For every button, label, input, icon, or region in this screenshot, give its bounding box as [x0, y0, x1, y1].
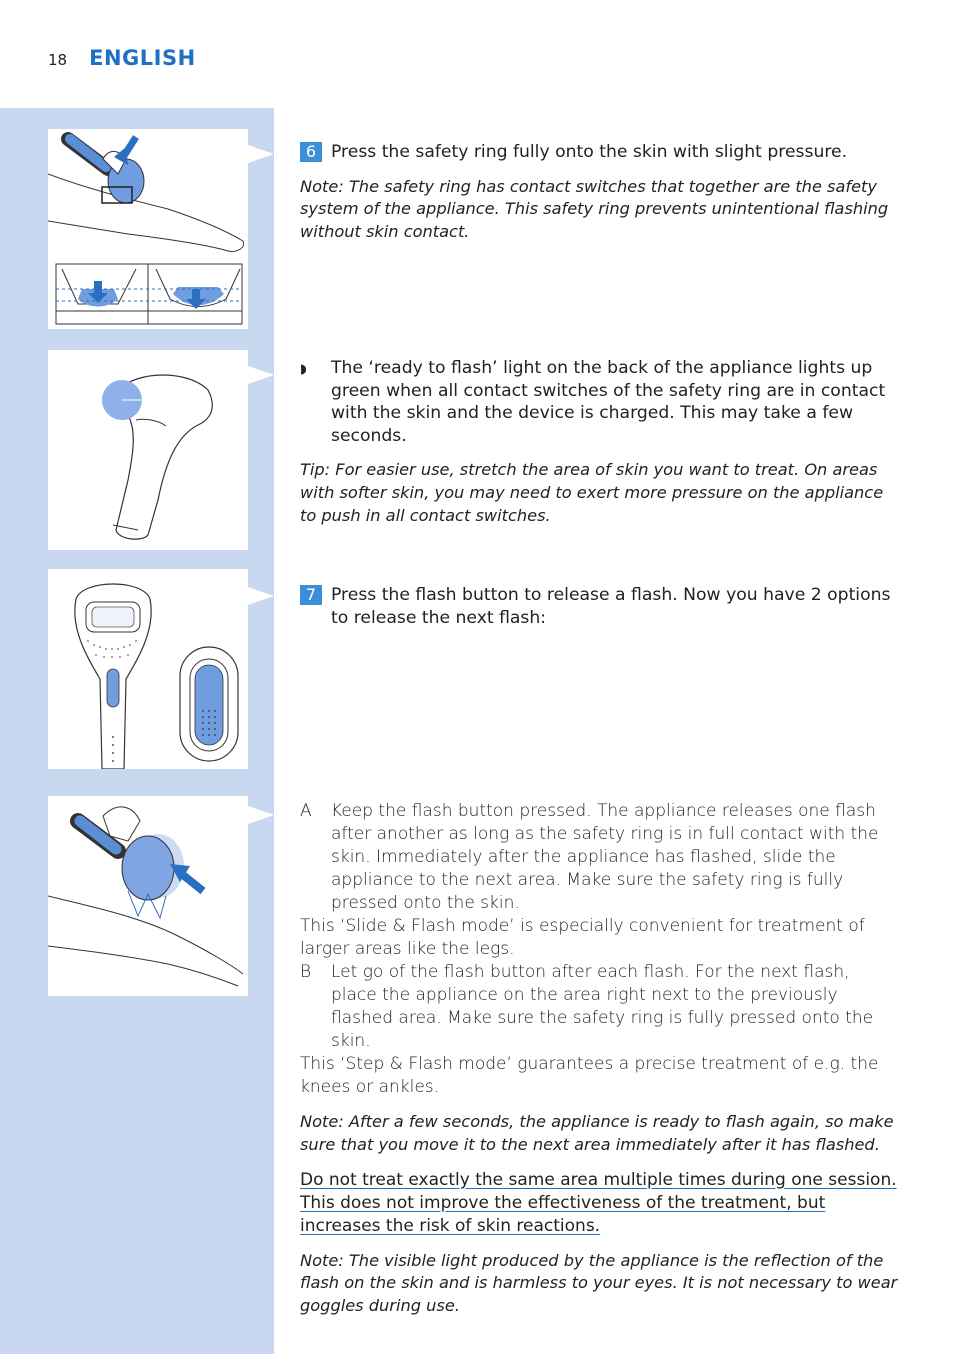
option-b-description: This ‘Step & Flash mode’ guarantees a precise treatment of e.g. the knees or ankles. — [300, 1054, 879, 1097]
section-step-6 — [300, 141, 900, 244]
step-text: Press the safety ring fully onto the skin with slight pressure. — [331, 142, 848, 162]
page-number: 18 — [48, 51, 68, 69]
step-text: Press the flash button to release a flash. Now you have 2 options to release the next flash: — [331, 585, 891, 628]
figure-pointer — [248, 806, 274, 824]
option-b — [300, 961, 900, 1053]
step-number-badge: 7 — [300, 585, 322, 605]
bullet-item — [300, 357, 900, 447]
note: Note: The visible light produced by the appliance is the reflection of the flash on the skin and is harmless to your eyes. It is not necessary to wear goggles during use. — [300, 1250, 898, 1316]
bullet-text: The ‘ready to flash’ light on the back of the appliance lights up green when all contact switches of the safety ring are in contact with the skin and the device is charged. This may take a few seconds. — [331, 358, 886, 446]
figure-pointer — [248, 587, 274, 605]
tip: Tip: For easier use, stretch the area of skin you want to treat. On areas with softer skin, you may need to exert more pressure on the appliance to push in all contact switches. — [300, 460, 884, 525]
step-6 — [300, 141, 900, 164]
option-text: Keep the flash button pressed. The appliance releases one flash after another as long as the safety ring is in full contact with the skin. Immediately after the appliance has flashed, slide the appliance to the next area. Make sure the safety ring is fully pressed onto the skin. — [331, 801, 879, 913]
option-a — [300, 800, 900, 915]
step-number-badge: 6 — [300, 142, 322, 162]
figure-pointer — [248, 145, 274, 163]
slide-and-flash-on-leg-illustration — [48, 796, 248, 996]
note: Note: After a few seconds, the appliance is ready to flash again, so make sure that you move it to the next area immediately after it has flashed. — [300, 1112, 894, 1154]
option-letter: A — [300, 801, 312, 821]
option-letter: B — [300, 962, 312, 982]
page-header — [48, 46, 196, 76]
safety-ring-on-leg-illustration — [48, 129, 248, 329]
section-step-7 — [300, 584, 900, 629]
option-a-description: This ‘Slide & Flash mode’ is especially convenient for treatment of larger areas like the legs. — [300, 916, 865, 959]
note: Note: The safety ring has contact switches that together are the safety system of the appliance. This safety ring prevents unintentional flashing without skin contact. — [300, 176, 889, 242]
figure-pointer — [248, 366, 274, 384]
step-7 — [300, 584, 900, 629]
bullet-icon: ◗ — [300, 362, 307, 377]
warning-text: Do not treat exactly the same area multiple times during one session. This does not improve the effectiveness of the treatment, but increases the risk of skin reactions. — [300, 1169, 897, 1236]
language-heading: ENGLISH — [89, 46, 196, 70]
section-ready-light — [300, 357, 900, 527]
flash-button-illustration — [48, 569, 248, 769]
ready-to-flash-light-illustration — [48, 350, 248, 550]
option-text: Let go of the flash button after each flash. For the next flash, place the appliance on the area right next to the previously flashed area. Make sure the safety ring is fully pressed onto the skin. — [331, 962, 874, 1051]
section-flash-options — [300, 800, 900, 1318]
